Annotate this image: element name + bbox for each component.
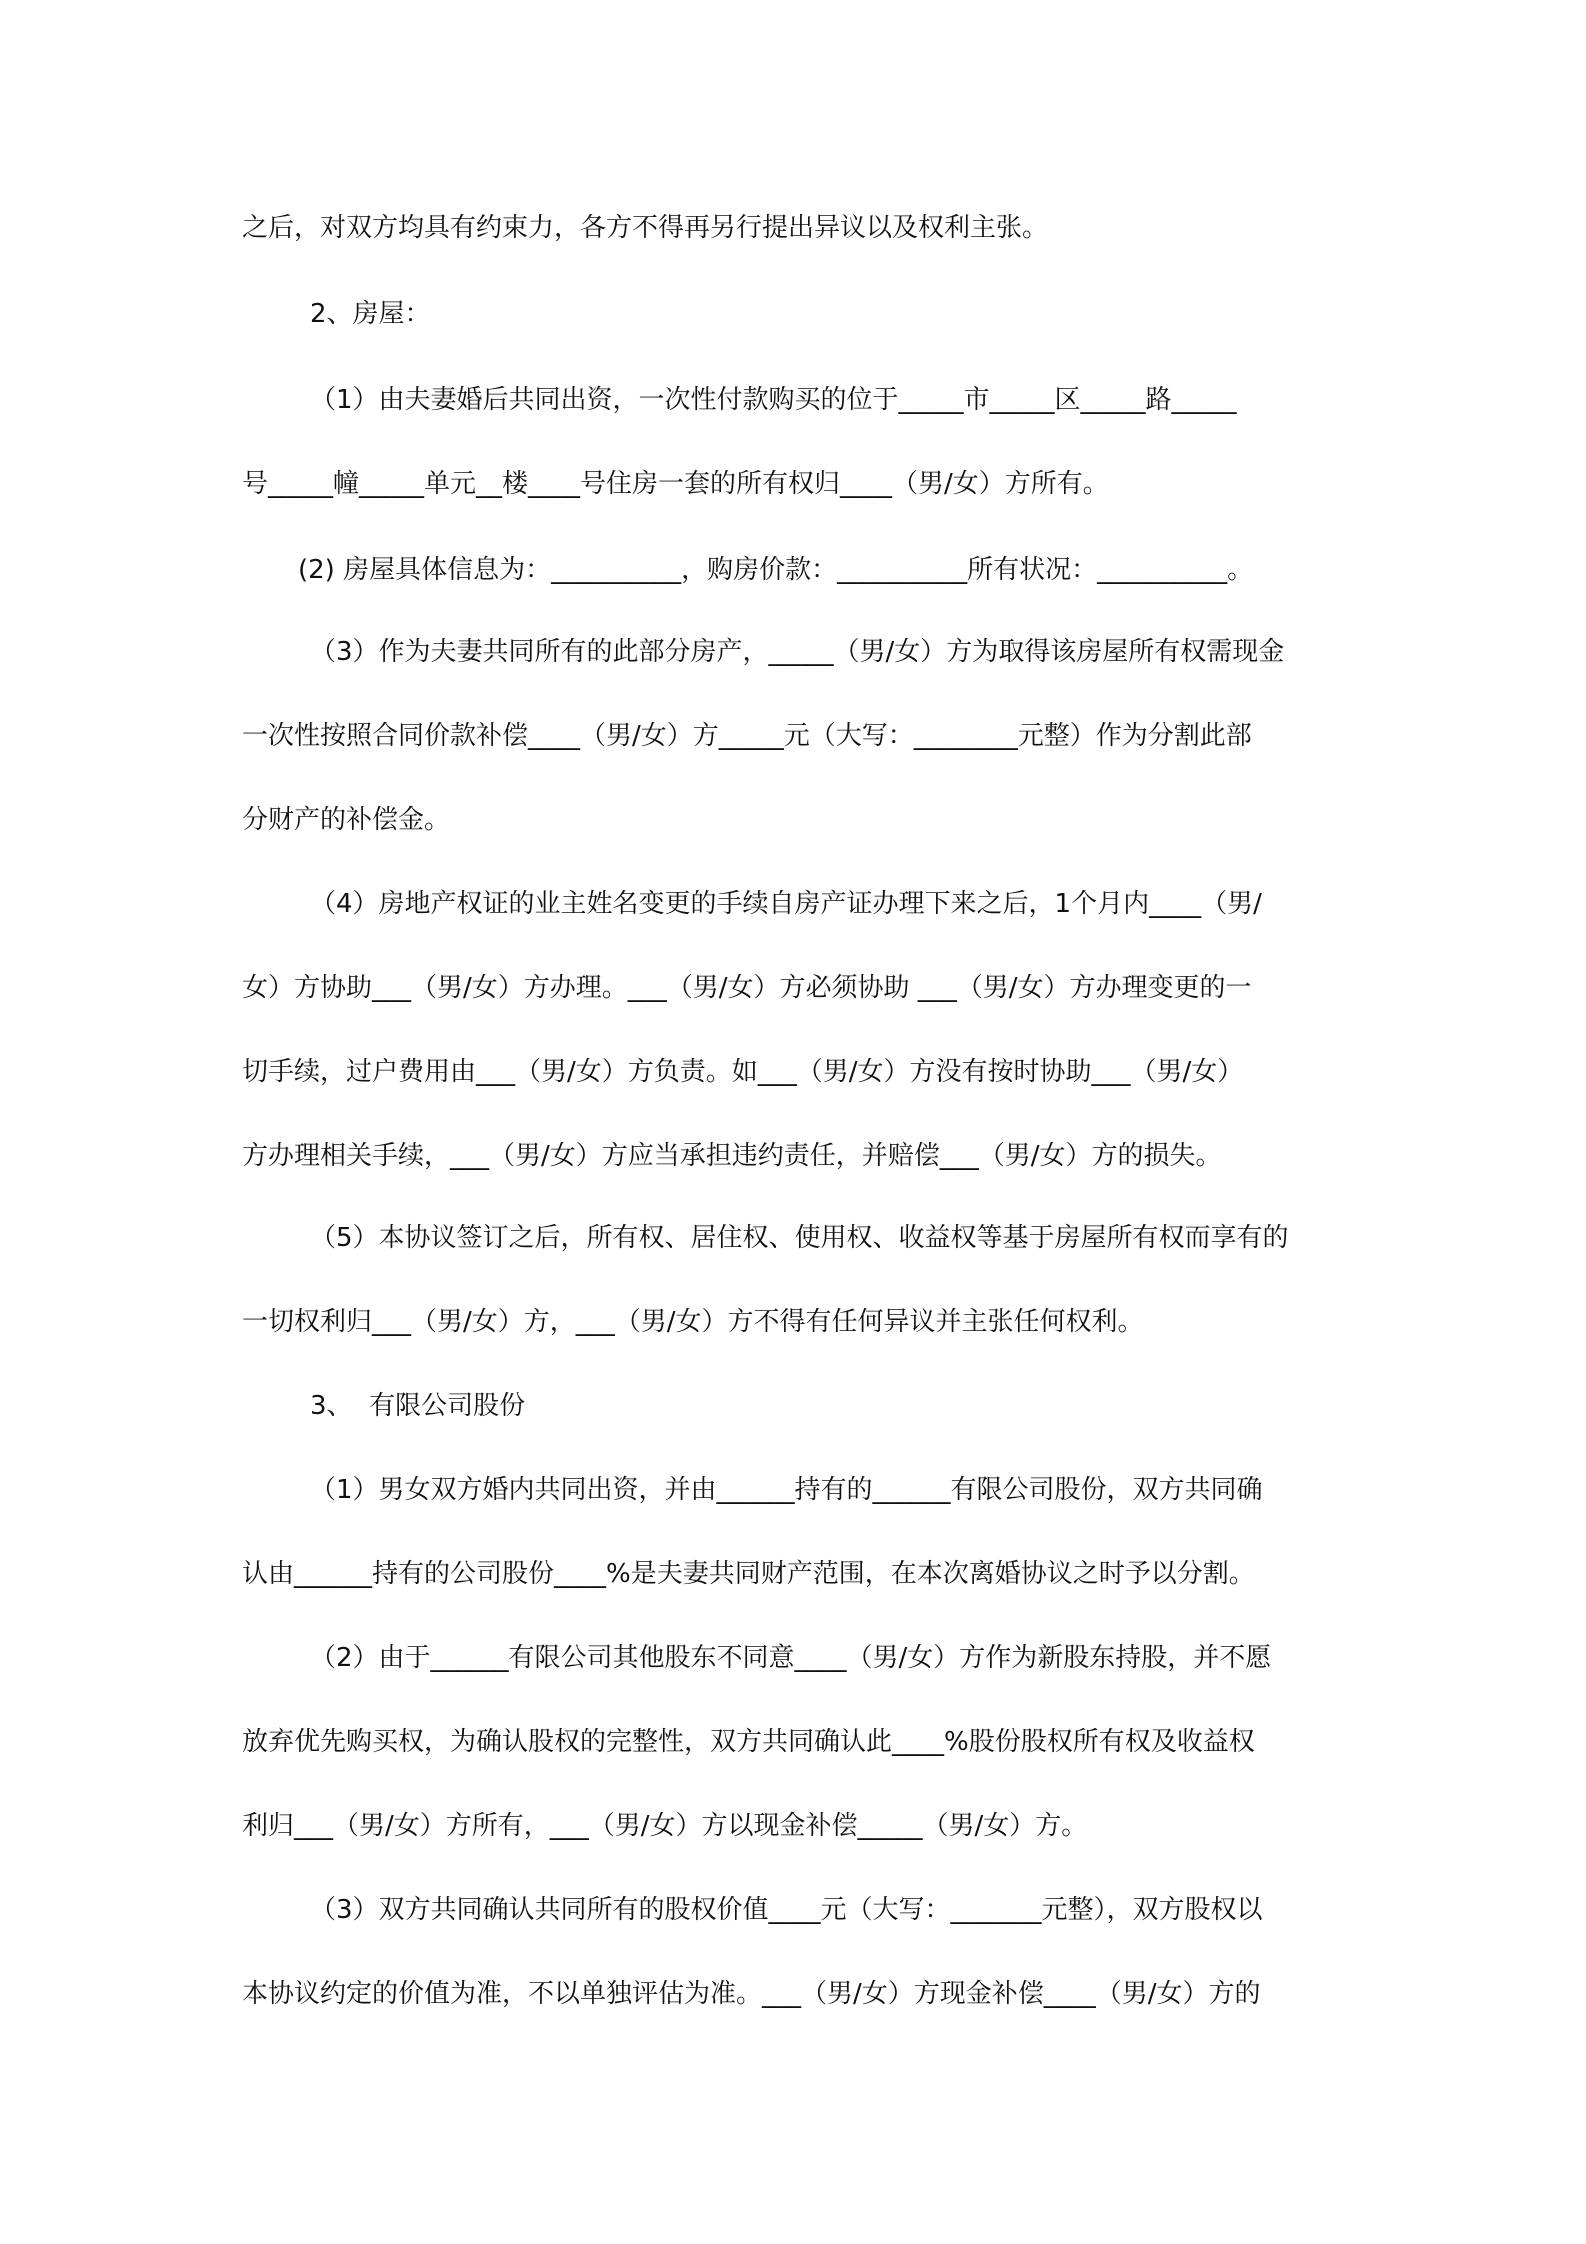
section-heading: 2、房屋： [310,299,431,329]
paragraph-line: 一次性按照合同价款补偿____（男/女）方_____元（大写：________元整）作为分割此部 [242,721,1252,751]
paragraph-line: 之后，对双方均具有约束力，各方不得再另行提出异议以及权利主张。 [242,213,1049,243]
paragraph-line: （1）由夫妻婚后共同出资，一次性付款购买的位于_____市_____区_____路_____ [310,385,1237,415]
section-heading: 3、 有限公司股份 [310,1391,526,1421]
paragraph-line: （3）作为夫妻共同所有的此部分房产，_____（男/女）方为取得该房屋所有权需现金 [310,637,1285,667]
paragraph-line: （3）双方共同确认共同所有的股权价值____元（大写：_______元整），双方股权以 [310,1895,1263,1925]
paragraph-line: 切手续，过户费用由___（男/女）方负责。如___（男/女）方没有按时协助___（男/女） [242,1057,1244,1087]
paragraph-line: 女）方协助___（男/女）方办理。___（男/女）方必须协助 ___（男/女）方办理变更的一 [242,973,1252,1003]
paragraph-line: 放弃优先购买权，为确认股权的完整性，双方共同确认此____%股份股权所有权及收益权 [242,1727,1255,1757]
paragraph-line: 本协议约定的价值为准，不以单独评估为准。___（男/女）方现金补偿____（男/女）方的 [242,1979,1261,2009]
paragraph-line: 认由______持有的公司股份____%是夫妻共同财产范围，在本次离婚协议之时予以分割。 [242,1559,1255,1589]
paragraph-line: 号_____幢_____单元__楼____号住房一套的所有权归____（男/女）方所有。 [242,469,1109,499]
paragraph-line: （5）本协议签订之后，所有权、居住权、使用权、收益权等基于房屋所有权而享有的 [310,1223,1289,1253]
paragraph-line: 一切权利归___（男/女）方，___（男/女）方不得有任何异议并主张任何权利。 [242,1307,1144,1337]
paragraph-line: 分财产的补偿金。 [242,805,451,835]
paragraph-line: （4）房地产权证的业主姓名变更的手续自房产证办理下来之后，1个月内____（男/ [310,889,1262,919]
paragraph-line: (2) 房屋具体信息为：__________，购房价款：__________所有状况：__________。 [298,555,1254,585]
paragraph-line: （2）由于______有限公司其他股东不同意____（男/女）方作为新股东持股，并不愿 [310,1643,1272,1673]
paragraph-line: （1）男女双方婚内共同出资，并由______持有的______有限公司股份，双方共同确 [310,1475,1263,1505]
paragraph-line: 方办理相关手续，___（男/女）方应当承担违约责任，并赔偿___（男/女）方的损失。 [242,1141,1222,1171]
paragraph-line: 利归___（男/女）方所有，___（男/女）方以现金补偿_____（男/女）方。 [242,1811,1088,1841]
